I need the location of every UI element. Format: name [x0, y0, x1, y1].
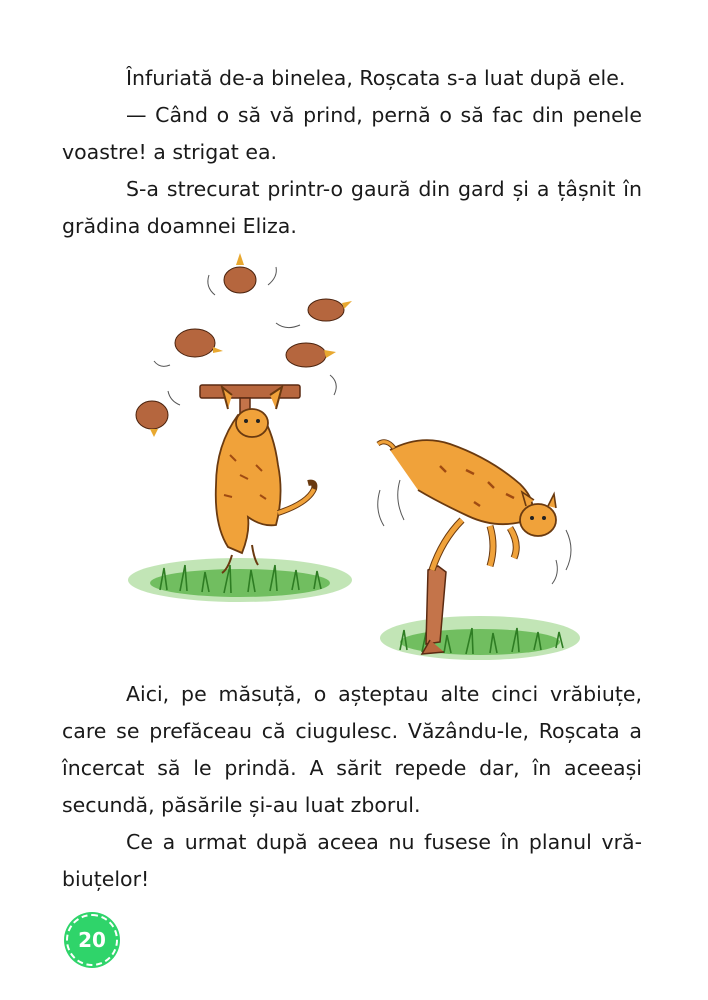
paragraph: Aici, pe măsuță, o așteptau alte cinci vrăbiuțe, care se prefăceau că ciugulesc. Văzându-le, Roșcata a încercat să le prindă. A sărit repede dar, în aceeași secundă, păsările și-au luat zborul.: [62, 682, 642, 817]
cat-figure: [216, 387, 315, 573]
paragraph: — Când o să vă prind, pernă o să fac din penele voastre! a strigat ea.: [62, 103, 642, 164]
page-number-badge: [66, 914, 118, 966]
story-text-top: [62, 60, 642, 245]
sparrow: [308, 299, 352, 321]
sparrow: [175, 329, 223, 357]
grass-patch: [380, 616, 580, 660]
cat-falling-illustration: [370, 410, 585, 670]
paragraph: Ce a urmat după aceea nu fusese în planul vră-biuțelor!: [62, 830, 642, 891]
page-number: 20: [78, 928, 106, 952]
story-text-bottom: [62, 676, 642, 898]
cat-jumping-illustration: [120, 245, 370, 615]
grass-patch: [128, 558, 352, 602]
sparrow: [286, 343, 336, 367]
cat-figure: [378, 440, 556, 570]
paragraph: S-a strecurat printr-o gaură din gard și a țâșnit în grădina doamnei Eliza.: [62, 177, 642, 238]
sparrow: [224, 253, 256, 293]
paragraph: Înfuriată de-a binelea, Roșcata s-a luat după ele.: [126, 66, 626, 90]
sparrow: [136, 401, 168, 437]
